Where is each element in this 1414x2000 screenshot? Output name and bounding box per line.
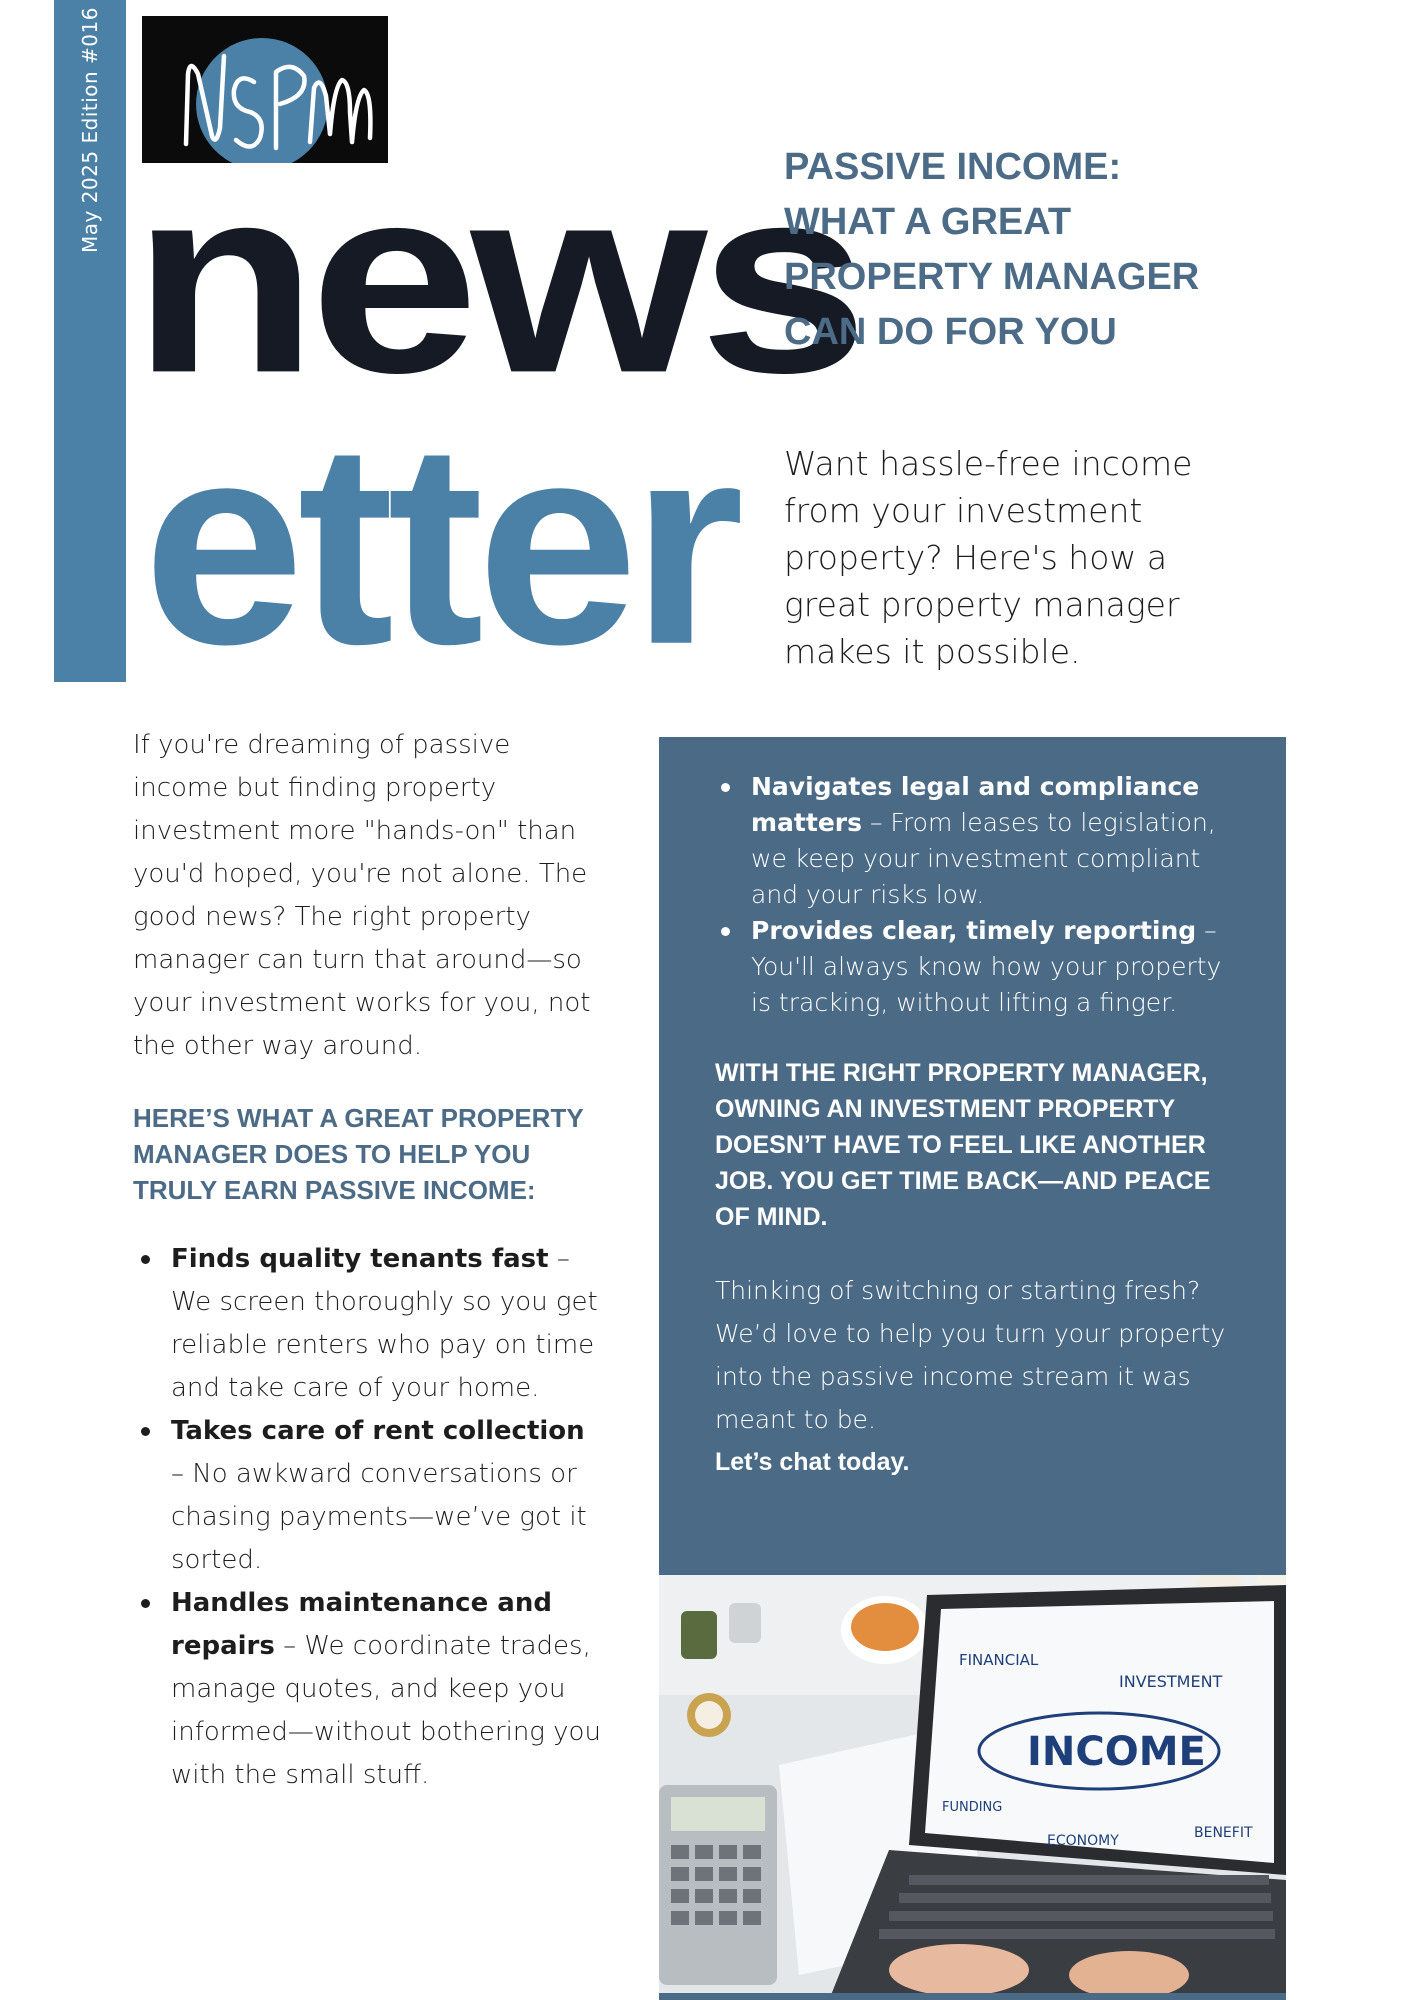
services-list (133, 1238, 603, 1797)
panel-closing: Thinking of switching or starting fresh? We’d love to help you turn your property into the passive income stream it was meant to be. (715, 1276, 1226, 1434)
list-item: Handles maintenance and repairs – We coordinate trades, manage quotes, and keep you informed—without bothering you with the small stuff. (133, 1582, 603, 1797)
call-to-action: Let’s chat today. (715, 1448, 910, 1476)
article-intro: Want hassle-free income from your investment property? Here's how a great property manager makes it possible. (784, 444, 1193, 671)
screen-label-income: INCOME (1027, 1729, 1206, 1775)
list-item: Provides clear, timely reporting – You'll always know how your property is tracking, without lifting a finger. (715, 913, 1238, 1021)
photo-bottom-strip (659, 1993, 1286, 2000)
masthead-news: news (132, 130, 860, 429)
list-item: Takes care of rent collection – No awkward conversations or chasing payments—we’ve got it sorted. (133, 1410, 603, 1582)
intro-paragraph: If you're dreaming of passive income but finding property investment more "hands-on" than you'd hoped, you're not alone. The good news? The right property manager can turn that around—so your investment works for you, not the other way around. (133, 730, 591, 1061)
screen-label-funding: FUNDING (942, 1800, 1003, 1815)
screen-label-economy: ECONOMY (1047, 1833, 1119, 1849)
list-item: Finds quality tenants fast – We screen thoroughly so you get reliable renters who pay on time and take care of your home. (133, 1238, 603, 1410)
left-column (133, 724, 603, 1797)
section-heading: HERE’S WHAT A GREAT PROPERTY MANAGER DOES TO HELP YOU TRULY EARN PASSIVE INCOME: (133, 1103, 584, 1205)
edition-label: May 2025 Edition #016 (78, 7, 102, 253)
screen-label-benefit: BENEFIT (1194, 1825, 1253, 1841)
article-headline: PASSIVE INCOME: WHAT A GREAT PROPERTY MANAGER CAN DO FOR YOU (784, 146, 1200, 353)
panel-list (715, 769, 1238, 1021)
list-item: Navigates legal and compliance matters – From leases to legislation, we keep your investment compliant and your risks low. (715, 769, 1238, 913)
masthead-letter: etter (143, 382, 738, 704)
screen-label-investment: INVESTMENT (1119, 1672, 1223, 1691)
laptop-photo (659, 1575, 1286, 2000)
screen-label-financial: FINANCIAL (959, 1651, 1039, 1669)
highlight-panel (659, 737, 1286, 1575)
panel-callout: WITH THE RIGHT PROPERTY MANAGER, OWNING AN INVESTMENT PROPERTY DOESN’T HAVE TO FEEL LIKE ANOTHER JOB. YOU GET TIME BACK—AND PEACE OF MIND. (715, 1059, 1211, 1231)
